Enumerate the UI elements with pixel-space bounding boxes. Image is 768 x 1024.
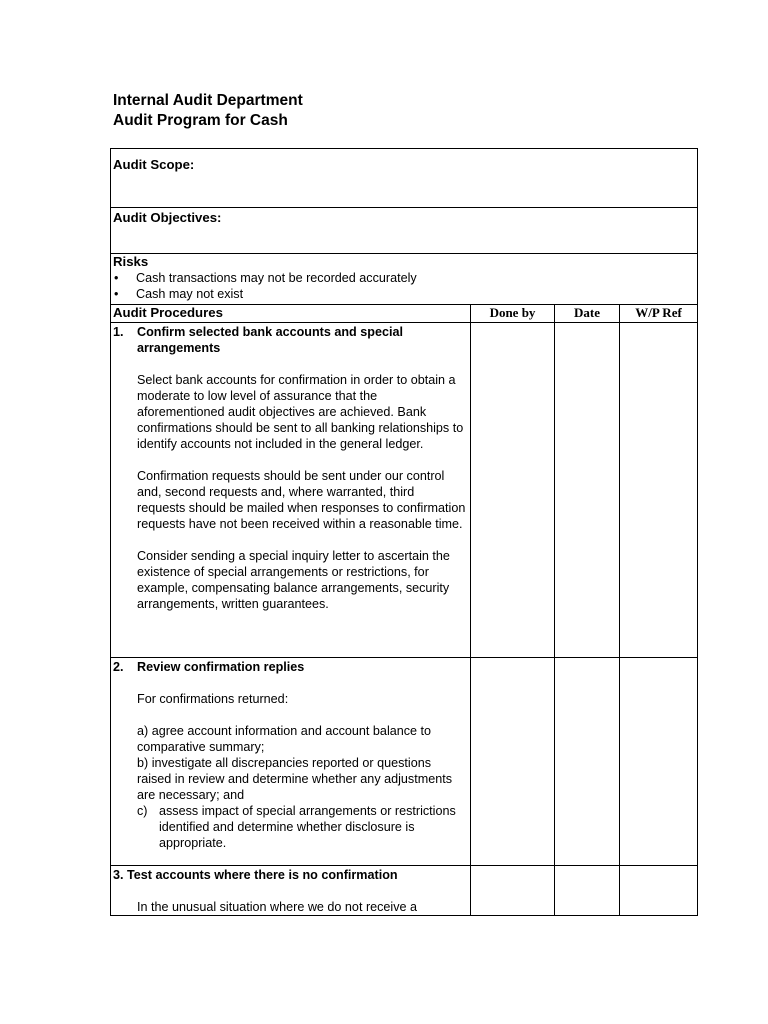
- program-heading: Audit Program for Cash: [113, 112, 288, 129]
- audit-objectives-label: Audit Objectives:: [113, 210, 222, 225]
- audit-scope-cell: [111, 149, 698, 208]
- done-by-cell[interactable]: [471, 866, 555, 916]
- date-cell[interactable]: [555, 866, 620, 916]
- procedure-1-paragraph: Confirmation requests should be sent under our control and, second requests and, where warranted, third requests should be mailed when responses to confirmation requests have not been received within a reasonable time.: [137, 469, 466, 531]
- procedure-2-intro: For confirmations returned:: [137, 692, 289, 706]
- risks-label: Risks: [113, 254, 149, 269]
- done-by-cell[interactable]: [471, 658, 555, 866]
- procedure-1-paragraph: Select bank accounts for confirmation in order to obtain a moderate to low level of assurance that the aforementioned audit objectives are achieved. Bank confirmations should be sent to all banking relationships to identify accounts not included in the general ledger.: [137, 373, 464, 451]
- risk-item: • Cash may not exist: [114, 287, 244, 301]
- procedure-2-item-b: b) investigate all discrepancies reported or questions raised in review and determine whether any adjustments are necessary; and: [137, 756, 453, 802]
- procedure-row-1: [111, 323, 698, 658]
- procedure-row-3: [111, 866, 698, 916]
- risks-list: [113, 270, 697, 302]
- column-header-row: [111, 305, 698, 323]
- procedure-row-2: [111, 658, 698, 866]
- procedure-2-item-a: a) agree account information and account balance to comparative summary;: [137, 724, 432, 754]
- date-cell[interactable]: [555, 658, 620, 866]
- audit-scope-label: Audit Scope:: [113, 157, 195, 172]
- date-cell[interactable]: [555, 323, 620, 658]
- procedure-2-item-c: c) assess impact of special arrangements or restrictions identified and determine whether disclosure is appropriate.: [137, 804, 456, 850]
- date-header: Date: [555, 305, 620, 323]
- audit-procedures-header: Audit Procedures: [111, 305, 471, 323]
- risk-item: • Cash transactions may not be recorded accurately: [114, 271, 417, 285]
- done-by-header: Done by: [471, 305, 555, 323]
- procedure-3-cell: [111, 866, 471, 916]
- wp-ref-cell[interactable]: [620, 323, 698, 658]
- procedure-2-cell: [111, 658, 471, 866]
- wp-ref-header: W/P Ref: [620, 305, 698, 323]
- bullet-icon: •: [114, 271, 119, 285]
- audit-program-table: [110, 148, 698, 916]
- procedure-1-title: 1. Confirm selected bank accounts and special arrangements: [113, 325, 403, 355]
- procedure-1-cell: [111, 323, 471, 658]
- procedure-2-title: 2. Review confirmation replies: [113, 660, 305, 674]
- procedure-1-paragraph: Consider sending a special inquiry letter to ascertain the existence of special arrangements or restrictions, for example, compensating balance arrangements, security arrangements, written guarantees.: [137, 549, 450, 611]
- wp-ref-cell[interactable]: [620, 866, 698, 916]
- risks-cell: [111, 254, 698, 305]
- bullet-icon: •: [114, 287, 119, 301]
- document-title: [113, 91, 303, 131]
- procedure-3-title: 3. Test accounts where there is no confirmation: [113, 868, 398, 882]
- department-heading: Internal Audit Department: [113, 92, 303, 109]
- done-by-cell[interactable]: [471, 323, 555, 658]
- procedure-3-paragraph: In the unusual situation where we do not receive a: [137, 900, 418, 914]
- audit-objectives-cell: [111, 208, 698, 254]
- wp-ref-cell[interactable]: [620, 658, 698, 866]
